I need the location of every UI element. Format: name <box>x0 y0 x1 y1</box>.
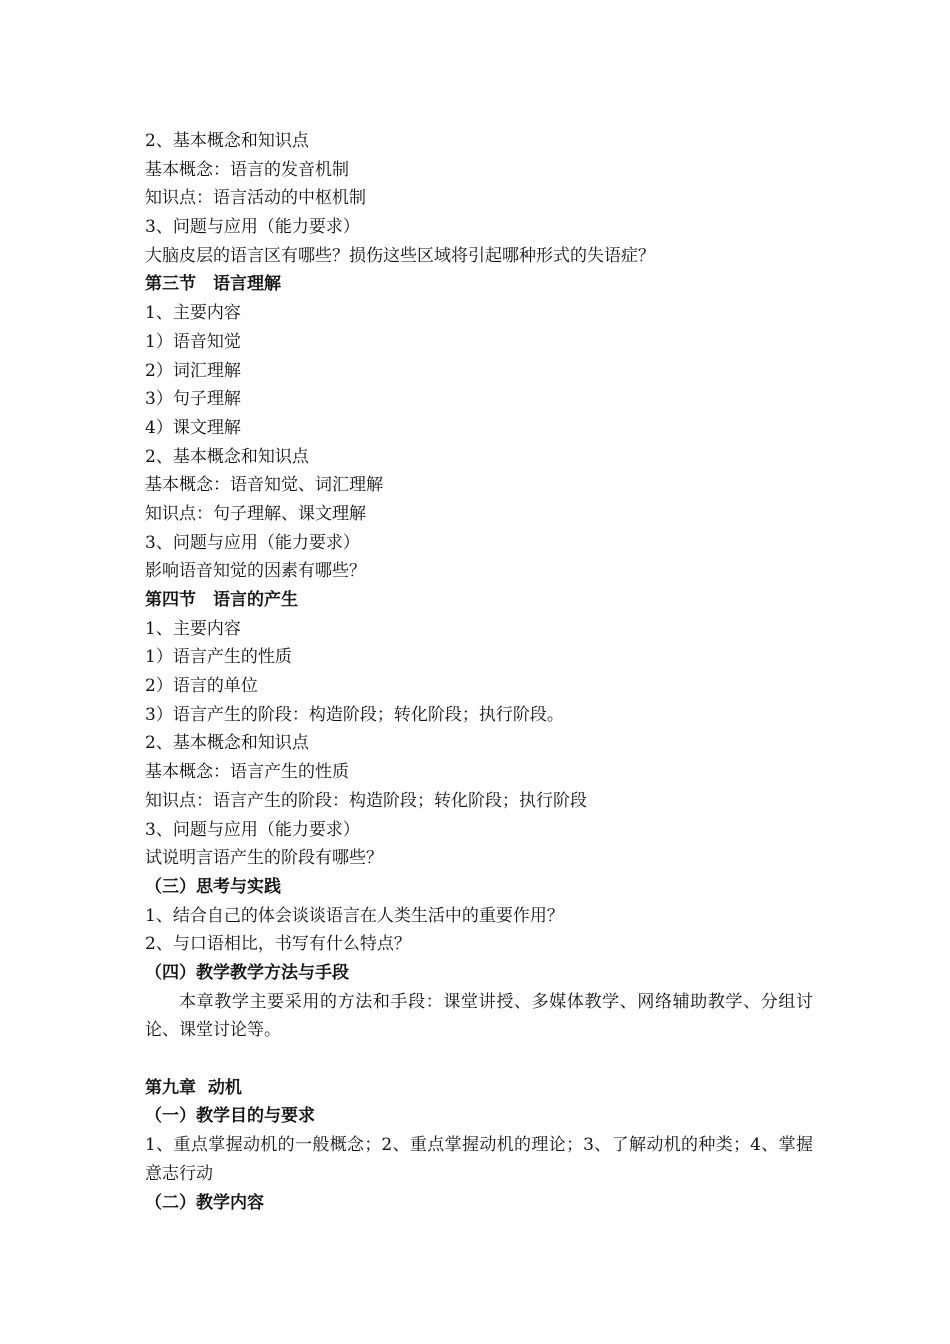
problems-heading: 3、问题与应用（能力要求） <box>145 819 360 840</box>
document-page <box>145 127 813 1217</box>
chapter-title: 第九章 动机 <box>145 1077 242 1098</box>
content-title: （二）教学内容 <box>145 1192 264 1213</box>
problems-heading: 3、问题与应用（能力要求） <box>145 532 360 553</box>
section-title-4: 第四节 语言的产生 <box>145 590 298 610</box>
list-item: 3）语言产生的阶段：构造阶段；转化阶段；执行阶段。 <box>145 704 564 725</box>
goals-title: （一）教学目的与要求 <box>145 1106 315 1127</box>
list-item: 2）词汇理解 <box>145 360 241 381</box>
list-item: 4）课文理解 <box>145 417 241 438</box>
knowledge-point: 知识点：语言活动的中枢机制 <box>145 188 366 209</box>
knowledge-point: 知识点：语言产生的阶段：构造阶段；转化阶段；执行阶段 <box>145 790 587 811</box>
practice-title: （三）思考与实践 <box>145 876 281 897</box>
practice-question-1: 1、结合自己的体会谈谈语言在人类生活中的重要作用？ <box>145 905 564 926</box>
goals-paragraph: 1、重点掌握动机的一般概念；2、重点掌握动机的理论；3、了解动机的种类；4、掌握意志行动 <box>145 1135 813 1184</box>
concepts-heading: 2、基本概念和知识点 <box>145 131 309 151</box>
methods-paragraph: 本章教学主要采用的方法和手段：课堂讲授、多媒体教学、网络辅助教学、分组讨论、课堂讨论等。 <box>145 991 813 1041</box>
question: 试说明言语产生的阶段有哪些？ <box>145 848 383 869</box>
content-heading: 1、主要内容 <box>145 303 241 324</box>
section-title-3: 第三节 语言理解 <box>145 274 281 295</box>
question: 大脑皮层的语言区有哪些？损伤这些区域将引起哪种形式的失语症？ <box>145 245 655 266</box>
basic-concept: 基本概念：语言的发音机制 <box>145 159 349 180</box>
basic-concept: 基本概念：语音知觉、词汇理解 <box>145 475 383 496</box>
list-item: 1）语言产生的性质 <box>145 647 292 668</box>
methods-title: （四）教学教学方法与手段 <box>145 962 349 983</box>
question: 影响语音知觉的因素有哪些？ <box>145 561 366 582</box>
list-item: 2）语言的单位 <box>145 676 258 697</box>
problems-heading: 3、问题与应用（能力要求） <box>145 217 360 238</box>
concepts-heading: 2、基本概念和知识点 <box>145 733 309 754</box>
blank-line <box>145 1045 813 1074</box>
practice-question-2: 2、与口语相比，书写有什么特点？ <box>145 934 411 955</box>
list-item: 1）语音知觉 <box>145 331 241 352</box>
content-heading: 1、主要内容 <box>145 618 241 639</box>
basic-concept: 基本概念：语言产生的性质 <box>145 762 349 783</box>
knowledge-point: 知识点：句子理解、课文理解 <box>145 503 366 524</box>
list-item: 3）句子理解 <box>145 389 241 410</box>
concepts-heading: 2、基本概念和知识点 <box>145 446 309 467</box>
